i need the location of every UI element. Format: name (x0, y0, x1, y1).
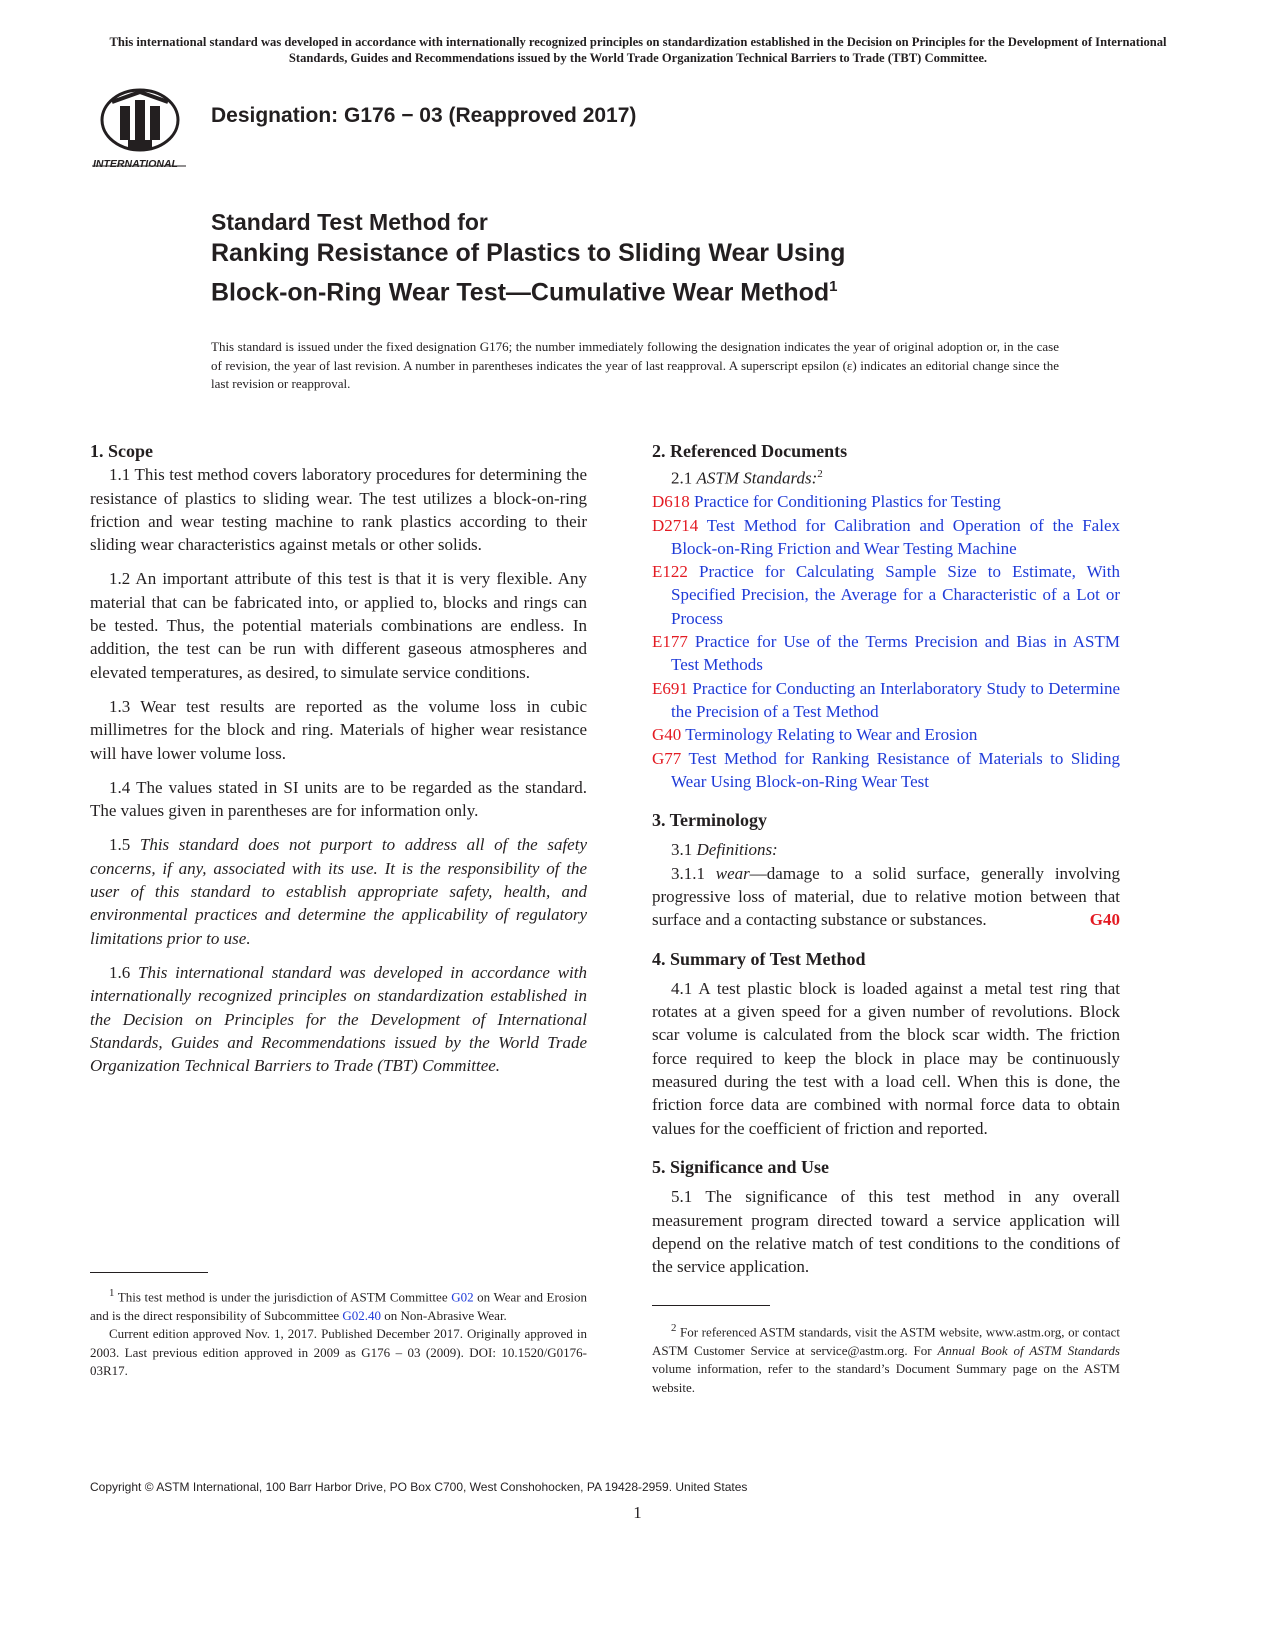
title-footnote-mark[interactable]: 1 (829, 278, 838, 295)
footnote-1-text-a: This test method is under the jurisdiction of ASTM Committee (114, 1289, 452, 1305)
paragraph-1-6-text: This international standard was developed in accordance with internationally recognized principles on standardization established in the Decision on Principles for the Development of International Standards, Guides and Recommendations issued by the World Trade Organization Technical Barriers to Trade (TBT) Committee. (90, 962, 587, 1076)
footnote-1 (90, 1284, 587, 1381)
footnote-2-text-a: For referenced ASTM standards, visit the ASTM website, www.astm.org, or contact ASTM Customer Service at service@astm.org. For (652, 1324, 1120, 1358)
footnote-rule-left (90, 1272, 208, 1273)
paragraph-1-6 (90, 961, 587, 1077)
reference-code-link[interactable]: E122 (652, 562, 688, 582)
footnote-1-text-b: on Wear and Erosion and is the direct responsibility of Subcommittee (90, 1289, 588, 1323)
reference-code-link[interactable]: D2714 (652, 515, 699, 535)
reference-item (652, 490, 1120, 513)
title-line-3-text: Block-on-Ring Wear Test—Cumulative Wear Method (211, 278, 830, 307)
astm-standards-intro (652, 463, 1120, 490)
paragraph-1-6-number: 1.6 (109, 962, 139, 982)
astm-standards-number: 2.1 (671, 468, 697, 488)
definitions-label (652, 838, 1120, 861)
reference-title-link[interactable]: Practice for Use of the Terms Precision and Bias in ASTM Test Methods (671, 632, 1120, 675)
title-line-3 (211, 270, 1011, 309)
wear-definition (652, 862, 1120, 932)
section-heading-scope: 1. Scope (90, 441, 153, 461)
reference-item (652, 723, 1120, 746)
page-number: 1 (633, 1503, 642, 1522)
wear-reference-link[interactable]: G40 (1089, 910, 1120, 930)
reference-code-link[interactable]: D618 (652, 492, 690, 512)
paragraph-1-5 (90, 833, 587, 949)
reference-item (652, 560, 1120, 630)
title-line-1: Standard Test Method for (211, 209, 488, 235)
wear-term: wear (715, 863, 750, 883)
footnote-2-mark: 2 (671, 1322, 677, 1334)
reference-title-link[interactable]: Test Method for Ranking Resistance of Materials to Sliding Wear Using Block-on-Ring Wear Test (671, 748, 1120, 791)
paragraph-4-1: 4.1 A test plastic block is loaded against a metal test ring that rotates at a given speed for a given number of revolutions. Block scar volume is calculated from the block scar width. The friction force required to keep the block in place may be continuously measured during the test with a load cell. When this is done, the friction force data are combined with normal force data to obtain values for the coefficient of friction and reported. (652, 978, 1120, 1138)
reference-code-link[interactable]: G40 (652, 725, 682, 745)
title-line-2: Ranking Resistance of Plastics to Sliding Wear Using (211, 239, 846, 267)
astm-standards-footnote-mark[interactable]: 2 (817, 468, 823, 481)
section-heading-significance: 5. Significance and Use (652, 1156, 830, 1177)
astm-standards-label: ASTM Standards: (696, 468, 818, 488)
committee-link[interactable]: G02 (451, 1289, 474, 1305)
footnote-2-text-b: volume information, refer to the standard’s Document Summary page on the ASTM website. (652, 1361, 1120, 1395)
reference-title-link[interactable]: Practice for Calculating Sample Size to Estimate, With Specified Precision, the Average for a Characteristic of a Lot or Process (671, 562, 1120, 628)
section-heading-referenced-documents: 2. Referenced Documents (652, 441, 848, 461)
designation: Designation: G176 − 03 (Reapproved 2017) (211, 104, 637, 127)
document-title (211, 208, 1011, 309)
reference-title-link[interactable]: Practice for Conditioning Plastics for Testing (689, 492, 1001, 512)
paragraph-5-1: 5.1 The significance of this test method in any overall measurement program directed toward a service application will depend on the relative match of test conditions to the conditions of the service application. (652, 1187, 1120, 1277)
footnote-2 (652, 1319, 1120, 1397)
paragraph-1-4: 1.4 The values stated in SI units are to be regarded as the standard. The values given in parentheses are for information only. (90, 777, 587, 821)
right-column (652, 440, 1120, 1289)
subcommittee-link[interactable]: G02.40 (342, 1307, 382, 1323)
footnote-1-mark: 1 (109, 1287, 115, 1299)
paragraph-1-3: 1.3 Wear test results are reported as the volume loss in cubic millimetres for the block and ring. Materials of higher wear resistance will have lower volume loss. (90, 696, 587, 763)
copyright-line: Copyright © ASTM International, 100 Barr Harbor Drive, PO Box C700, West Conshohocken, PA 19428-2959. United States (90, 1480, 748, 1494)
reference-list (652, 490, 1120, 793)
reference-title-link[interactable]: Terminology Relating to Wear and Erosion (681, 725, 978, 745)
footnote-1-edition: Current edition approved Nov. 1, 2017. Published December 2017. Originally approved in 2003. Last previous edition approved in 2009 as G176 – 03 (2009). DOI: 10.1520/G0176-03R17. (90, 1326, 587, 1379)
section-heading-terminology: 3. Terminology (652, 810, 768, 831)
paragraph-1-5-number: 1.5 (109, 835, 140, 855)
reference-item (652, 514, 1120, 561)
paragraph-1-1: 1.1 This test method covers laboratory procedures for determining the resistance of plastics to sliding wear. The test utilizes a block-on-ring friction and wear testing machine to rank plastics according to their sliding wear characteristics against metals or other solids. (90, 465, 587, 555)
section-heading-summary: 4. Summary of Test Method (652, 948, 866, 969)
logo-label: INTERNATIONAL (93, 158, 178, 170)
paragraph-1-2: 1.2 An important attribute of this test is that it is very flexible. Any material that can be fabricated into, or applied to, blocks and rings can be tested. Thus, the potential materials combinations are endless. In addition, the test can be run with different gaseous atmospheres and elevated temperatures, as desired, to simulate service conditions. (90, 569, 587, 682)
reference-code-link[interactable]: E177 (652, 632, 688, 652)
wear-definition-text: —damage to a solid surface, generally involving progressive loss of material, due to relative motion between that surface and a contacting substance or substances. (652, 863, 1120, 930)
footnote-2-book-title: Annual Book of ASTM Standards (937, 1342, 1120, 1358)
paragraph-1-5-text: This standard does not purport to address all of the safety concerns, if any, associated with its use. It is the responsibility of the user of this standard to establish appropriate safety, health, and environmental practices and determine the applicability of regulatory limitations prior to use. (90, 835, 587, 948)
reference-item (652, 747, 1120, 794)
reference-item (652, 630, 1120, 677)
reference-title-link[interactable]: Practice for Conducting an Interlaboratory Study to Determine the Precision of a Test Method (671, 678, 1120, 721)
reference-code-link[interactable]: E691 (652, 678, 688, 698)
left-column (90, 440, 587, 1088)
reference-title-link[interactable]: Test Method for Calibration and Operation of the Falex Block-on-Ring Friction and Wear Testing Machine (671, 515, 1120, 558)
wear-definition-number: 3.1.1 (671, 863, 716, 883)
footnote-1-text-c: on Non-Abrasive Wear. (381, 1307, 507, 1323)
reference-item (652, 677, 1120, 724)
definitions-text: Definitions: (696, 840, 778, 860)
footnote-rule-right (652, 1305, 770, 1306)
reference-code-link[interactable]: G77 (652, 748, 682, 768)
issued-note: This standard is issued under the fixed designation G176; the number immediately following the designation indicates the year of original adoption or, in the case of revision, the year of last revision. A number in parentheses indicates the year of last reapproval. A superscript epsilon (ε) indicates an editorial change since the last revision or reapproval. (211, 339, 1059, 391)
definitions-number: 3.1 (671, 840, 697, 860)
top-notice: This international standard was developed in accordance with internationally recognized principles on standardization established in the Decision on Principles for the Development of International Standards, Guides and Recommendations issued by the World Trade Organization Technical Barriers to Trade (TBT) Committee. (109, 35, 1167, 65)
